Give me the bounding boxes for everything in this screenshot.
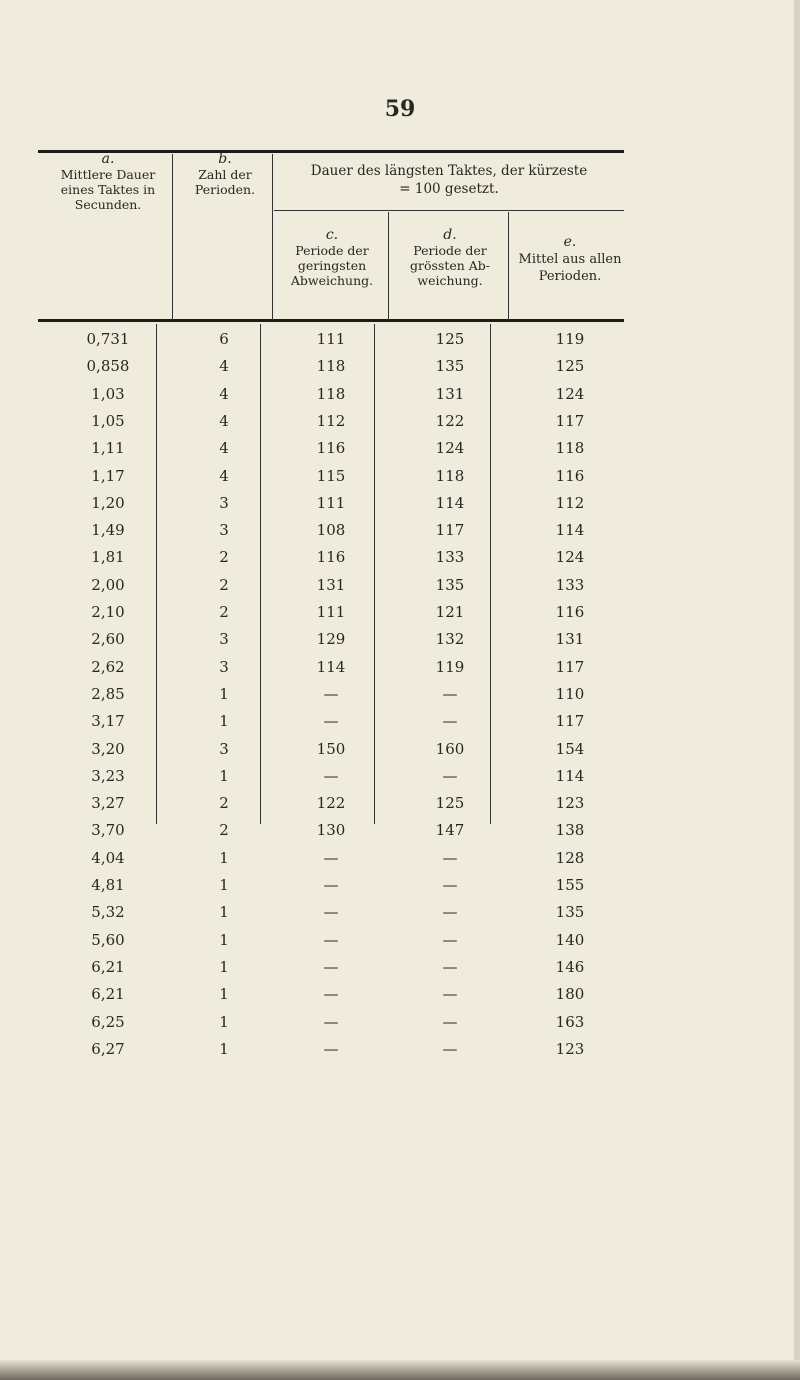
cell-e: 146 — [555, 957, 585, 976]
table-row — [38, 903, 624, 930]
header-e — [510, 234, 630, 285]
cell-b: 1 — [219, 684, 229, 703]
header-b-line-2: Perioden. — [194, 182, 256, 197]
table-row — [38, 330, 624, 357]
cell-a: 2,00 — [91, 575, 125, 594]
table-row — [38, 357, 624, 384]
header-c-line-3: Abweichung. — [290, 273, 374, 288]
cell-a: 6,21 — [91, 957, 125, 976]
cell-d: — — [442, 876, 458, 894]
cell-e: 112 — [555, 493, 585, 512]
cell-a: 3,70 — [91, 821, 125, 840]
cell-a: 1,17 — [91, 466, 125, 485]
cell-c: — — [323, 766, 339, 785]
cell-c: 111 — [316, 603, 346, 621]
cell-a: 1,49 — [91, 521, 125, 540]
table-row — [38, 494, 624, 521]
cell-e: 110 — [555, 684, 585, 703]
header-c — [274, 228, 390, 288]
header-e-letter: e. — [563, 234, 577, 250]
cell-e: 128 — [555, 848, 585, 867]
cell-d: 133 — [435, 548, 465, 567]
cell-e: 135 — [555, 903, 585, 922]
cell-c: 116 — [316, 439, 346, 458]
cell-a: 2,60 — [91, 630, 125, 649]
table-row — [38, 467, 624, 494]
table-row — [38, 576, 624, 603]
cell-a: 1,03 — [91, 384, 125, 403]
cell-e: 138 — [555, 821, 585, 840]
cell-c: — — [323, 1012, 339, 1031]
cell-e: 123 — [555, 794, 585, 813]
cell-a: 6,27 — [91, 1039, 125, 1058]
cell-b: 2 — [219, 575, 229, 594]
cell-a: 0,858 — [86, 357, 130, 376]
cell-d: — — [442, 766, 458, 785]
table-row — [38, 740, 624, 767]
page-edge-bottom — [0, 1360, 800, 1380]
cell-b: 4 — [219, 357, 229, 376]
cell-e: 125 — [555, 357, 585, 376]
header-a-line-3: Secunden. — [74, 197, 142, 212]
table-row — [38, 931, 624, 958]
table-row — [38, 385, 624, 412]
table-row — [38, 1040, 624, 1067]
cell-b: 1 — [219, 957, 229, 976]
cell-e: 118 — [555, 439, 585, 458]
cell-c: 122 — [316, 794, 346, 813]
cell-c: 114 — [316, 657, 346, 676]
cell-b: 2 — [219, 821, 229, 840]
cell-c: 129 — [316, 630, 346, 649]
cell-e: 140 — [555, 930, 585, 949]
header-b-line-1: Zahl der — [198, 167, 252, 182]
cell-e: 117 — [555, 411, 585, 430]
cell-c: 111 — [316, 330, 346, 348]
header-e-line-2: Perioden. — [538, 269, 602, 284]
cell-e: 117 — [555, 657, 585, 676]
cell-d: 114 — [435, 493, 465, 512]
cell-e: 114 — [555, 766, 585, 785]
cell-c: — — [323, 903, 339, 922]
cell-d: 119 — [435, 657, 465, 676]
cell-b: 4 — [219, 466, 229, 485]
cell-d: — — [442, 848, 458, 867]
cell-d: — — [442, 684, 458, 703]
col-sep-d-e-header — [508, 212, 509, 320]
cell-c: — — [323, 712, 339, 731]
cell-e: 114 — [555, 521, 585, 540]
table-row — [38, 658, 624, 685]
cell-c: — — [323, 957, 339, 976]
table-row — [38, 1013, 624, 1040]
cell-e: 116 — [555, 466, 585, 485]
cell-c: — — [323, 930, 339, 949]
cell-a: 5,32 — [91, 903, 125, 922]
cell-e: 123 — [555, 1039, 585, 1058]
cell-a: 0,731 — [86, 330, 130, 348]
cell-b: 4 — [219, 439, 229, 458]
cell-b: 1 — [219, 930, 229, 949]
table-row — [38, 712, 624, 739]
cell-d: — — [442, 1039, 458, 1058]
table-row — [38, 521, 624, 548]
cell-d: 135 — [435, 357, 465, 376]
page-number: 59 — [384, 96, 416, 122]
table-row — [38, 603, 624, 630]
table-row — [38, 548, 624, 575]
cell-d: 147 — [435, 821, 465, 840]
cell-b: 1 — [219, 876, 229, 894]
header-d-line-1: Periode der — [413, 243, 487, 258]
col-sep-a-b — [172, 154, 173, 320]
table-row — [38, 794, 624, 821]
cell-c: 130 — [316, 821, 346, 840]
cell-a: 6,25 — [91, 1012, 125, 1031]
col-sep-c-d-header — [388, 212, 389, 320]
header-a-letter: a. — [101, 151, 115, 167]
header-a — [38, 152, 178, 212]
cell-e: 131 — [555, 630, 585, 649]
table-row — [38, 958, 624, 985]
cell-d: 124 — [435, 439, 465, 458]
cell-b: 1 — [219, 848, 229, 867]
cell-a: 6,21 — [91, 985, 125, 1004]
cell-e: 155 — [555, 876, 585, 894]
cell-e: 180 — [555, 985, 585, 1004]
cell-b: 1 — [219, 1012, 229, 1031]
cell-d: — — [442, 712, 458, 731]
header-c-letter: c. — [325, 227, 339, 243]
cell-d: 117 — [435, 521, 465, 540]
cell-a: 3,27 — [91, 794, 125, 813]
cell-a: 3,23 — [91, 766, 125, 785]
cell-d: 160 — [435, 739, 465, 758]
cell-d: 125 — [435, 794, 465, 813]
cell-a: 3,17 — [91, 712, 125, 731]
cell-e: 117 — [555, 712, 585, 731]
cell-e: 163 — [555, 1012, 585, 1031]
header-a-line-2: eines Taktes in — [60, 182, 156, 197]
cell-b: 3 — [219, 657, 229, 676]
cell-b: 2 — [219, 794, 229, 813]
table-row — [38, 985, 624, 1012]
cell-a: 2,85 — [91, 684, 125, 703]
cell-c: — — [323, 876, 339, 894]
cell-c: 111 — [316, 493, 346, 512]
page-edge-right — [794, 0, 800, 1380]
cell-b: 4 — [219, 384, 229, 403]
cell-b: 2 — [219, 603, 229, 621]
cell-b: 2 — [219, 548, 229, 567]
cell-b: 6 — [219, 330, 229, 348]
cell-a: 3,20 — [91, 739, 125, 758]
cell-b: 3 — [219, 493, 229, 512]
cell-d: 125 — [435, 330, 465, 348]
cell-b: 3 — [219, 630, 229, 649]
cell-a: 4,04 — [91, 848, 125, 867]
header-d — [390, 228, 510, 288]
table-row — [38, 876, 624, 903]
header-bottom-rule — [38, 319, 624, 322]
cell-d: — — [442, 985, 458, 1004]
cell-c: 131 — [316, 575, 346, 594]
header-c-line-1: Periode der — [295, 243, 369, 258]
header-d-line-2: grössten Ab- — [409, 258, 491, 273]
col-sep-b-c-header — [272, 154, 273, 320]
header-d-line-3: weichung. — [417, 273, 483, 288]
cell-c: 112 — [316, 411, 346, 430]
cell-e: 124 — [555, 384, 585, 403]
cell-a: 2,10 — [91, 603, 125, 621]
cell-a: 1,81 — [91, 548, 125, 567]
cell-a: 5,60 — [91, 930, 125, 949]
header-b — [178, 152, 272, 197]
cell-b: 1 — [219, 712, 229, 731]
table-row — [38, 412, 624, 439]
cell-c: 118 — [316, 357, 346, 376]
cell-a: 1,20 — [91, 493, 125, 512]
cell-a: 4,81 — [91, 876, 125, 894]
cell-d: — — [442, 957, 458, 976]
header-e-line-1: Mittel aus allen — [518, 252, 622, 267]
cell-c: 115 — [316, 466, 346, 485]
table-row — [38, 821, 624, 848]
cell-c: 108 — [316, 521, 346, 540]
cell-c: — — [323, 985, 339, 1004]
cell-b: 1 — [219, 766, 229, 785]
cell-c: 150 — [316, 739, 346, 758]
header-a-line-1: Mittlere Dauer — [60, 167, 156, 182]
cell-d: — — [442, 1012, 458, 1031]
cell-b: 1 — [219, 1039, 229, 1058]
header-b-letter: b. — [218, 151, 232, 167]
cell-e: 154 — [555, 739, 585, 758]
cell-a: 2,62 — [91, 657, 125, 676]
header-c-line-2: geringsten — [297, 258, 367, 273]
cell-d: 121 — [435, 603, 465, 621]
cell-b: 1 — [219, 985, 229, 1004]
table-row — [38, 439, 624, 466]
cell-d: — — [442, 930, 458, 949]
cell-e: 119 — [555, 330, 585, 348]
table-row — [38, 767, 624, 794]
cell-b: 3 — [219, 521, 229, 540]
cell-c: 116 — [316, 548, 346, 567]
cell-c: — — [323, 848, 339, 867]
cell-b: 1 — [219, 903, 229, 922]
cell-d: — — [442, 903, 458, 922]
cell-c: — — [323, 1039, 339, 1058]
cell-e: 116 — [555, 603, 585, 621]
cell-b: 3 — [219, 739, 229, 758]
group-divider — [274, 210, 624, 211]
table-row — [38, 849, 624, 876]
header-group-line-1: Dauer des längsten Taktes, der kürzeste — [310, 163, 588, 179]
cell-d: 132 — [435, 630, 465, 649]
cell-a: 1,11 — [91, 439, 125, 458]
cell-d: 122 — [435, 411, 465, 430]
header-d-letter: d. — [443, 227, 457, 243]
cell-e: 124 — [555, 548, 585, 567]
table-row — [38, 630, 624, 657]
cell-c: 118 — [316, 384, 346, 403]
cell-a: 1,05 — [91, 411, 125, 430]
cell-e: 133 — [555, 575, 585, 594]
cell-d: 131 — [435, 384, 465, 403]
cell-d: 135 — [435, 575, 465, 594]
header-group-line-2: = 100 gesetzt. — [399, 181, 499, 197]
cell-d: 118 — [435, 466, 465, 485]
cell-b: 4 — [219, 411, 229, 430]
cell-c: — — [323, 684, 339, 703]
header-group-title — [274, 162, 624, 198]
table-row — [38, 685, 624, 712]
